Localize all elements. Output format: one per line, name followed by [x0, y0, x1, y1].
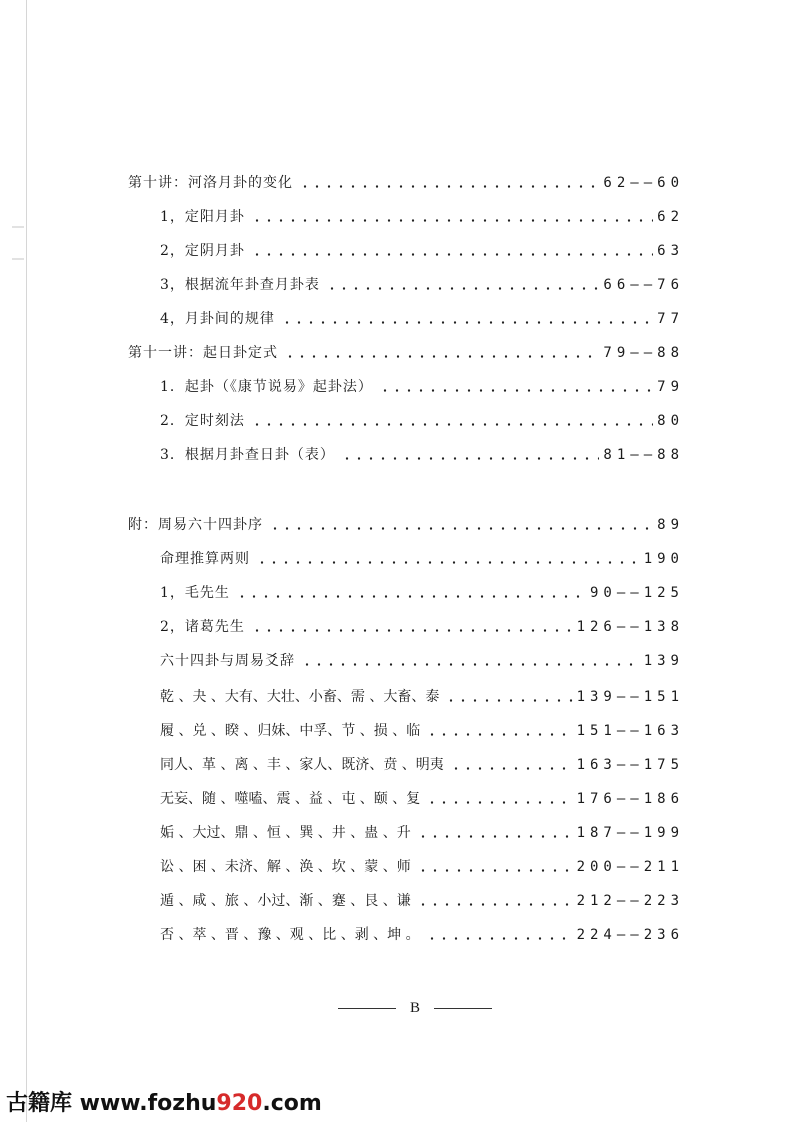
page-footer — [330, 998, 500, 1018]
toc-entry-pages: 190 — [643, 551, 684, 567]
toc-entry-label: 履 、兑 、睽 、归妹、中孚、节 、损 、临 — [160, 723, 421, 739]
dot-leader — [426, 937, 573, 940]
toc-entry-label: 同人、革 、离 、丰 、家人、既济、贲 、明夷 — [160, 757, 444, 773]
watermark-accent: 920 — [216, 1091, 263, 1116]
toc-entry-pages: 89 — [657, 517, 684, 533]
watermark-prefix: 古籍库 www.fozhu — [6, 1091, 217, 1116]
toc-entry[interactable] — [160, 542, 684, 568]
toc-entry-pages: 139——151 — [576, 689, 684, 705]
dot-leader — [251, 253, 653, 256]
toc-entry-label: 1，毛先生 — [160, 585, 230, 601]
toc-entry[interactable] — [160, 404, 684, 430]
dot-leader — [269, 527, 653, 530]
toc-entry-pages: 176——186 — [576, 791, 684, 807]
toc-entry-pages: 77 — [657, 311, 684, 327]
toc-entry[interactable] — [160, 576, 684, 602]
toc-entry-label: 1．起卦（《康节说易》起卦法） — [160, 379, 373, 395]
toc-entry-hexagram-group[interactable] — [160, 680, 684, 706]
dot-leader — [450, 767, 573, 770]
toc-entry-label: 3，根据流年卦查月卦表 — [160, 277, 320, 293]
toc-entry-pages: 66——76 — [603, 277, 684, 293]
dot-leader — [251, 423, 653, 426]
toc-entry[interactable] — [160, 438, 684, 464]
toc-entry-hexagram-group[interactable] — [160, 816, 684, 842]
toc-entry-pages: 212——223 — [576, 893, 684, 909]
toc-entry-label: 无妄、随 、噬嗑、震 、益 、屯 、颐 、复 — [160, 791, 421, 807]
dot-leader — [326, 287, 600, 290]
dot-leader — [426, 733, 572, 736]
dot-leader — [301, 663, 640, 666]
toc-entry[interactable] — [160, 644, 684, 670]
toc-entry-pages: 187——199 — [576, 825, 684, 841]
toc-entry-chapter-11[interactable] — [128, 336, 684, 362]
watermark-suffix: .com — [262, 1091, 322, 1116]
toc-entry[interactable] — [160, 200, 684, 226]
dot-leader — [379, 389, 653, 392]
footer-rule-right — [434, 1008, 492, 1009]
toc-entry-label: 姤 、大过、鼎 、恒 、巽 、井 、蛊 、升 — [160, 825, 411, 841]
toc-entry-pages: 151——163 — [576, 723, 684, 739]
toc-entry-hexagram-group[interactable] — [160, 782, 684, 808]
toc-entry-hexagram-group[interactable] — [160, 850, 684, 876]
toc-entry-hexagram-group[interactable] — [160, 748, 684, 774]
toc-entry-pages: 126——138 — [576, 619, 684, 635]
toc-entry-label: 第十讲：河洛月卦的变化 — [128, 175, 293, 191]
dot-leader — [417, 903, 573, 906]
dot-leader — [426, 801, 572, 804]
toc-entry-pages: 79 — [657, 379, 684, 395]
toc-entry-hexagram-group[interactable] — [160, 918, 684, 944]
footer-rule-left — [338, 1008, 396, 1009]
toc-entry-label: 4，月卦间的规律 — [160, 311, 275, 327]
dot-leader — [251, 219, 653, 222]
toc-entry-chapter-10[interactable] — [128, 166, 684, 192]
toc-entry-label: 讼 、困 、未济、解 、涣 、坎 、蒙 、师 — [160, 859, 411, 875]
toc-entry-hexagram-group[interactable] — [160, 714, 684, 740]
dot-leader — [236, 595, 586, 598]
toc-entry[interactable] — [160, 234, 684, 260]
dot-leader — [417, 835, 573, 838]
toc-entry-label: 六十四卦与周易爻辞 — [160, 653, 295, 669]
toc-entry-label: 命理推算两则 — [160, 551, 250, 567]
toc-entry-label: 附：周易六十四卦序 — [128, 517, 263, 533]
dot-leader — [445, 699, 572, 702]
toc-entry-pages: 62——60 — [603, 175, 684, 191]
toc-entry-pages: 79——88 — [603, 345, 684, 361]
toc-entry[interactable] — [160, 370, 684, 396]
toc-entry-label: 1，定阳月卦 — [160, 209, 245, 225]
toc-entry-label: 3．根据月卦查日卦（表） — [160, 447, 335, 463]
dot-leader — [417, 869, 573, 872]
dot-leader — [256, 561, 640, 564]
toc-entry[interactable] — [160, 268, 684, 294]
dot-leader — [341, 457, 600, 460]
toc-entry-pages: 200——211 — [576, 859, 684, 875]
toc-entry[interactable] — [160, 610, 684, 636]
toc-entry-pages: 90——125 — [589, 585, 684, 601]
toc-entry-label: 第十一讲：起日卦定式 — [128, 345, 278, 361]
toc-entry-label: 否 、萃 、晋 、豫 、观 、比 、剥 、坤 。 — [160, 927, 420, 943]
toc-entry-pages: 80 — [657, 413, 684, 429]
toc-entry-label: 2．定时刻法 — [160, 413, 245, 429]
toc-entry-label: 乾 、夬 、大有、大壮、小畜、需 、大畜、泰 — [160, 689, 440, 705]
toc-entry-label: 2，诸葛先生 — [160, 619, 245, 635]
dot-leader — [281, 321, 653, 324]
toc-entry-label: 2，定阴月卦 — [160, 243, 245, 259]
toc-entry-appendix[interactable] — [128, 508, 684, 534]
toc-entry-label: 遁 、咸 、旅 、小过、渐 、蹇 、艮 、谦 — [160, 893, 411, 909]
dot-leader — [299, 185, 599, 188]
toc-entry-pages: 139 — [643, 653, 684, 669]
dot-leader — [284, 355, 599, 358]
dot-leader — [251, 629, 573, 632]
toc-entry-pages: 63 — [657, 243, 684, 259]
page-number: B — [409, 999, 420, 1016]
toc-entry-pages: 62 — [657, 209, 684, 225]
toc-entry-hexagram-group[interactable] — [160, 884, 684, 910]
toc-entry-pages: 224——236 — [576, 927, 684, 943]
toc-entry-pages: 163——175 — [576, 757, 684, 773]
toc-entry[interactable] — [160, 302, 684, 328]
site-watermark — [6, 1086, 322, 1116]
toc-entry-pages: 81——88 — [603, 447, 684, 463]
